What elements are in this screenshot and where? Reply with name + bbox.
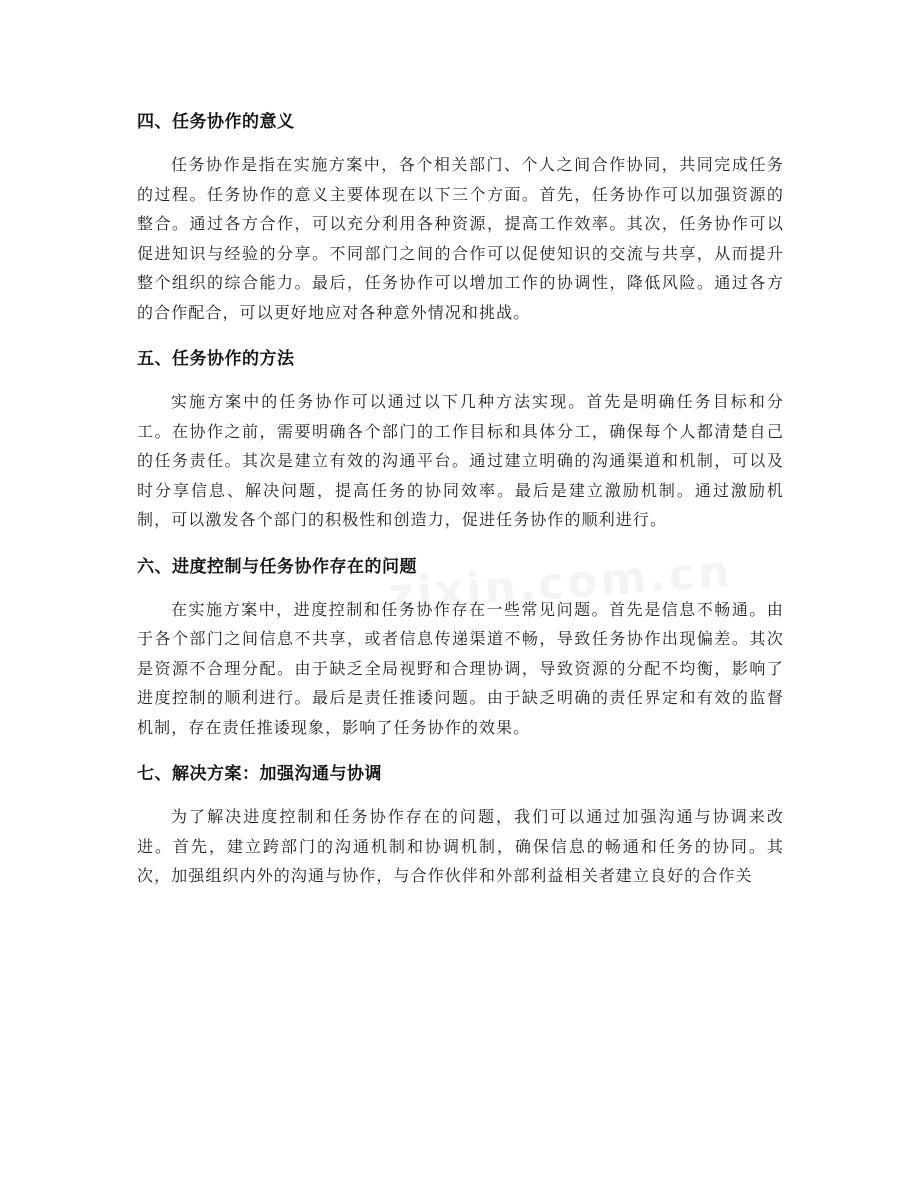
section-6 <box>137 549 784 743</box>
section-heading: 六、进度控制与任务协作存在的问题 <box>137 556 417 577</box>
section-heading: 七、解决方案：加强沟通与协调 <box>137 764 382 784</box>
section-paragraph: 任务协作是指在实施方案中，各个相关部门、个人之间合作协同，共同完成任务的过程。任务协作的意义主要体现在以下三个方面。首先，任务协作可以加强资源的整合。通过各方合作，可以充分利用各种资源，提高工作效率。其次，任务协作可以促进知识与经验的分享。不同部门之间的合作可以促使知识的交流与共享，从而提升整个组织的综合能力。最后，任务协作可以增加工作的协调性，降低风险。通过各方的合作配合，可以更好地应对各种意外情况和挑战。 <box>137 155 784 322</box>
section-4 <box>137 104 784 327</box>
section-paragraph: 为了解决进度控制和任务协作存在的问题，我们可以通过加强沟通与协调来改进。首先，建立跨部门的沟通机制和协调机制，确保信息的畅通和任务的协同。其次，加强组织内外的沟通与协作，与合作伙伴和外部利益相关者建立良好的合作关 <box>137 807 784 885</box>
section-heading: 四、任务协作的意义 <box>137 112 295 132</box>
section-paragraph: 实施方案中的任务协作可以通过以下几种方法实现。首先是明确任务目标和分工。在协作之前，需要明确各个部门的工作目标和具体分工，确保每个人都清楚自己的任务责任。其次是建立有效的沟通平台。通过建立明确的沟通渠道和机制，可以及时分享信息、解决问题，提高任务的协同效率。最后是建立激励机制。通过激励机制，可以激发各个部门的积极性和创造力，促进任务协作的顺利进行。 <box>137 392 784 529</box>
section-5 <box>137 341 784 535</box>
section-paragraph: 在实施方案中，进度控制和任务协作存在一些常见问题。首先是信息不畅通。由于各个部门之间信息不共享，或者信息传递渠道不畅，导致任务协作出现偏差。其次是资源不合理分配。由于缺乏全局视野和合理协调，导致资源的分配不均衡，影响了进度控制的顺利进行。最后是责任推诿问题。由于缺乏明确的责任界定和有效的监督机制，存在责任推诿现象，影响了任务协作的效果。 <box>137 599 784 737</box>
section-heading: 五、任务协作的方法 <box>137 349 295 369</box>
section-7 <box>137 756 784 891</box>
